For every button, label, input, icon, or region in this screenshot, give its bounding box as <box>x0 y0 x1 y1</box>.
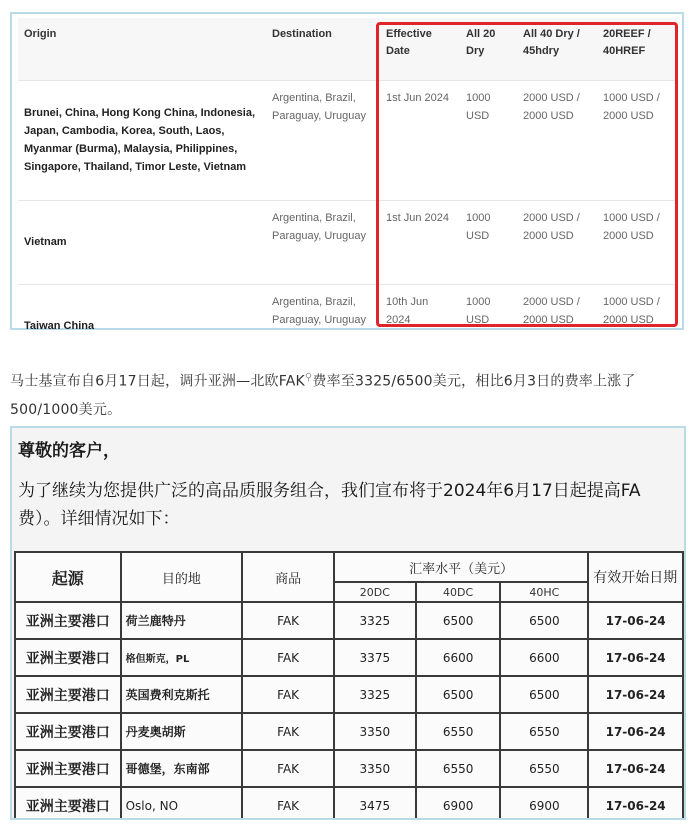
destination-cell: Oslo, NO <box>121 787 243 820</box>
origin-cell: 亚洲主要港口 <box>15 639 121 676</box>
table-row <box>15 639 683 676</box>
table-row <box>15 676 683 713</box>
commodity-cell: FAK <box>242 750 334 787</box>
notice-image <box>10 426 686 820</box>
origin-cell: 亚洲主要港口 <box>15 787 121 820</box>
origin-cell: 亚洲主要港口 <box>15 713 121 750</box>
notice-rate-table <box>14 551 684 820</box>
destination-cell: Argentina, Brazil, Paraguay, Uruguay <box>266 80 380 200</box>
header-origin: Origin <box>18 18 266 80</box>
rate-40dc-cell: 6500 <box>416 602 501 639</box>
reef-cell: 1000 USD / 2000 USD <box>597 80 678 200</box>
header-20dc: 20DC <box>334 582 416 602</box>
table-row <box>18 80 678 200</box>
header-all-40-dry: All 40 Dry / 45hdry <box>517 18 597 80</box>
date-cell: 17-06-24 <box>588 639 683 676</box>
commodity-cell: FAK <box>242 602 334 639</box>
rate-40dc-cell: 6500 <box>416 676 501 713</box>
effective-date-cell: 1st Jun 2024 <box>380 80 460 200</box>
article-text-after: 费率至3325/6500美元，相比6月3日的费率上涨了500/1000美元。 <box>10 373 636 418</box>
header-effective-date: Effective Date <box>380 18 460 80</box>
all40-cell: 2000 USD / 2000 USD <box>517 284 597 368</box>
rate-20dc-cell: 3325 <box>334 602 416 639</box>
notice-intro-line1: 为了继续为您提供广泛的高品质服务组合，我们宣布将于2024年6月17日起提高FA <box>18 481 641 501</box>
commodity-cell: FAK <box>242 639 334 676</box>
rate-40hc-cell: 6550 <box>500 750 588 787</box>
origin-cell: 亚洲主要港口 <box>15 602 121 639</box>
date-cell: 17-06-24 <box>588 676 683 713</box>
rate-40dc-cell: 6600 <box>416 639 501 676</box>
rate-40hc-cell: 6900 <box>500 787 588 820</box>
origin-cell: Taiwan China <box>18 284 266 368</box>
header-all-20-dry: All 20 Dry <box>460 18 517 80</box>
header-reef: 20REEF / 40HREF <box>597 18 678 80</box>
rates-table-header <box>18 18 678 80</box>
date-cell: 17-06-24 <box>588 602 683 639</box>
date-cell: 17-06-24 <box>588 750 683 787</box>
rate-20dc-cell: 3475 <box>334 787 416 820</box>
rate-20dc-cell: 3350 <box>334 750 416 787</box>
rate-40hc-cell: 6500 <box>500 676 588 713</box>
rates-table-panel <box>10 12 684 330</box>
effective-date-cell: 10th Jun 2024 <box>380 284 460 368</box>
table-row <box>15 602 683 639</box>
destination-cell: 荷兰鹿特丹 <box>121 602 243 639</box>
reef-cell: 1000 USD / 2000 USD <box>597 200 678 284</box>
date-cell: 17-06-24 <box>588 787 683 820</box>
destination-cell: 英国费利克斯托 <box>121 676 243 713</box>
commodity-cell: FAK <box>242 676 334 713</box>
destination-cell: 丹麦奥胡斯 <box>121 713 243 750</box>
article-paragraph <box>10 364 686 424</box>
header-destination-cn: 目的地 <box>121 552 243 602</box>
header-destination: Destination <box>266 18 380 80</box>
header-40hc: 40HC <box>500 582 588 602</box>
all40-cell: 2000 USD / 2000 USD <box>517 80 597 200</box>
rates-table <box>18 18 678 368</box>
date-cell: 17-06-24 <box>588 713 683 750</box>
reef-cell: 1000 USD / 2000 USD <box>597 284 678 368</box>
rate-40dc-cell: 6550 <box>416 713 501 750</box>
header-origin-cn: 起源 <box>15 552 121 602</box>
search-icon[interactable]: ⚲ <box>304 372 313 383</box>
rate-40dc-cell: 6900 <box>416 787 501 820</box>
all40-cell: 2000 USD / 2000 USD <box>517 200 597 284</box>
rate-40hc-cell: 6550 <box>500 713 588 750</box>
commodity-cell: FAK <box>242 713 334 750</box>
rate-20dc-cell: 3350 <box>334 713 416 750</box>
origin-cell: 亚洲主要港口 <box>15 750 121 787</box>
header-rate-group: 汇率水平（美元） <box>334 552 588 582</box>
notice-intro-line2: 费）。详细情况如下： <box>18 509 180 529</box>
header-40dc: 40DC <box>416 582 501 602</box>
rate-40dc-cell: 6550 <box>416 750 501 787</box>
table-row <box>15 750 683 787</box>
origin-cell: Brunei, China, Hong Kong China, Indonesia, Japan, Cambodia, Korea, South, Laos, Myanmar (Burma), Malaysia, Philippines, Singapore, Thailand, Timor Leste, Vietnam <box>18 80 266 200</box>
table-row <box>15 713 683 750</box>
effective-date-cell: 1st Jun 2024 <box>380 200 460 284</box>
destination-cell: Argentina, Brazil, Paraguay, Uruguay <box>266 284 380 368</box>
destination-cell: 哥德堡，东南部 <box>121 750 243 787</box>
destination-cell: Argentina, Brazil, Paraguay, Uruguay <box>266 200 380 284</box>
all20-cell: 1000 USD <box>460 284 517 368</box>
destination-cell: 格但斯克，PL <box>121 639 243 676</box>
article-text-before: 马士基宣布自6月17日起，调升亚洲—北欧FAK <box>10 373 305 390</box>
table-row <box>15 787 683 820</box>
notice-greeting: 尊敬的客户， <box>18 441 120 461</box>
all20-cell: 1000 USD <box>460 80 517 200</box>
table-row <box>18 284 678 368</box>
rate-20dc-cell: 3375 <box>334 639 416 676</box>
all20-cell: 1000 USD <box>460 200 517 284</box>
rate-40hc-cell: 6600 <box>500 639 588 676</box>
origin-cell: Vietnam <box>18 200 266 284</box>
notice-header-row <box>15 552 683 582</box>
table-row <box>18 200 678 284</box>
rate-40hc-cell: 6500 <box>500 602 588 639</box>
header-effective-cn: 有效开始日期 <box>588 552 683 602</box>
origin-cell: 亚洲主要港口 <box>15 676 121 713</box>
rate-20dc-cell: 3325 <box>334 676 416 713</box>
commodity-cell: FAK <box>242 787 334 820</box>
header-commodity-cn: 商品 <box>242 552 334 602</box>
